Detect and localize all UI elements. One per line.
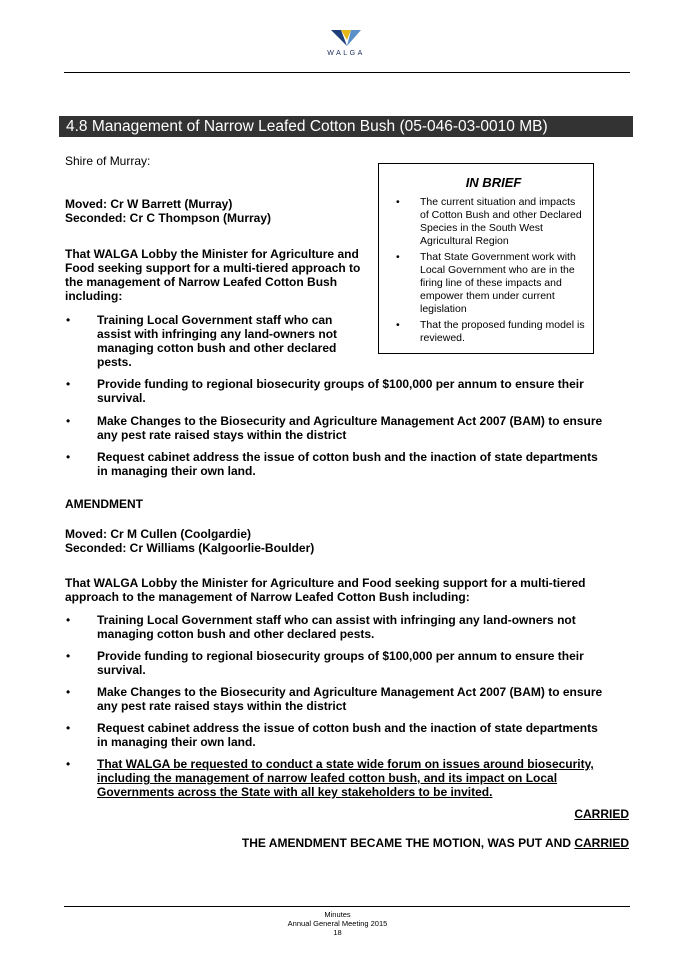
page-number: 18 — [333, 928, 342, 937]
bullet-icon: • — [66, 649, 71, 663]
footer-minutes: Minutes — [324, 910, 351, 919]
carried-label: CARRIED — [574, 807, 629, 821]
motion-bullet: • Request cabinet address the issue of cotton bush and the inaction of state departments in managing their own land. — [66, 450, 598, 478]
bullet-icon: • — [396, 196, 400, 208]
footer-meeting: Annual General Meeting 2015 — [287, 919, 388, 928]
amendment-text: That WALGA Lobby the Minister for Agriculture and Food seeking support for a multi-tiered approach to the management of Narrow Leafed Cotton Bush including: — [65, 576, 586, 604]
amendment-seconded: Seconded: Cr Williams (Kalgoorlie-Boulder) — [65, 541, 315, 555]
bullet-icon: • — [66, 377, 71, 391]
in-brief-item: • That State Government work with Local Government who are in the firing line of these impacts and empower them under current legislation — [396, 251, 576, 315]
motion-seconded: Seconded: Cr C Thompson (Murray) — [65, 211, 272, 225]
amendment-bullet: • Provide funding to regional biosecurity groups of $100,000 per annum to ensure their survival. — [66, 649, 584, 677]
amendment-bullet-forum: • That WALGA be requested to conduct a state wide forum on issues around biosecurity, including the management of narrow leafed cotton bush, and its impact on Local Governments across the State with all key stakeholders to be invited. — [66, 757, 594, 799]
walga-logo-mark — [331, 28, 361, 48]
amendment-bullet: • Training Local Government staff who can assist with infringing any land-owners not managing cotton bush and other declared pests. — [66, 613, 576, 641]
motion-bullet: • Training Local Government staff who can assist with infringing any land-owners not managing cotton bush and other declared pests. — [66, 313, 338, 369]
motion-bullet: • Provide funding to regional biosecurity groups of $100,000 per annum to ensure their survival. — [66, 377, 584, 405]
shire-label: Shire of Murray: — [65, 154, 151, 168]
motion-text: That WALGA Lobby the Minister for Agriculture and Food seeking support for a multi-tiered approach to the management of Narrow Leafed Cotton Bush including: — [65, 247, 361, 303]
in-brief-item: • That the proposed funding model is reviewed. — [396, 319, 585, 344]
final-resolution: THE AMENDMENT BECAME THE MOTION, WAS PUT AND CARRIED — [241, 836, 629, 850]
amendment-bullet: • Request cabinet address the issue of cotton bush and the inaction of state departments in managing their own land. — [66, 721, 598, 749]
amendment-moved: Moved: Cr M Cullen (Coolgardie) — [65, 527, 251, 541]
in-brief-list — [379, 196, 593, 345]
bullet-icon: • — [66, 414, 71, 428]
in-brief-item: • The current situation and impacts of Cotton Bush and other Declared Species in the South West Agricultural Region — [396, 196, 582, 247]
amendment-heading: AMENDMENT — [65, 497, 143, 511]
walga-logo — [324, 28, 368, 57]
section-title: 4.8 Management of Narrow Leafed Cotton Bush (05-046-03-0010 MB) — [59, 116, 633, 137]
motion-moved: Moved: Cr W Barrett (Murray) — [65, 197, 233, 211]
bullet-icon: • — [66, 313, 71, 327]
footer-divider — [64, 906, 630, 907]
bullet-icon: • — [66, 450, 71, 464]
bullet-icon: • — [396, 251, 400, 263]
bullet-icon: • — [66, 757, 71, 771]
bullet-icon: • — [66, 613, 71, 627]
in-brief-box — [378, 163, 594, 354]
bullet-icon: • — [396, 319, 400, 331]
motion-bullet: • Make Changes to the Biosecurity and Agriculture Management Act 2007 (BAM) to ensure any pest rate raised stays within the district — [66, 414, 603, 442]
amendment-bullet: • Make Changes to the Biosecurity and Agriculture Management Act 2007 (BAM) to ensure any pest rate raised stays within the district — [66, 685, 603, 713]
bullet-icon: • — [66, 685, 71, 699]
logo-text: WALGA — [327, 50, 365, 57]
bullet-icon: • — [66, 721, 71, 735]
header-divider — [64, 72, 630, 73]
in-brief-title: IN BRIEF — [465, 175, 522, 190]
